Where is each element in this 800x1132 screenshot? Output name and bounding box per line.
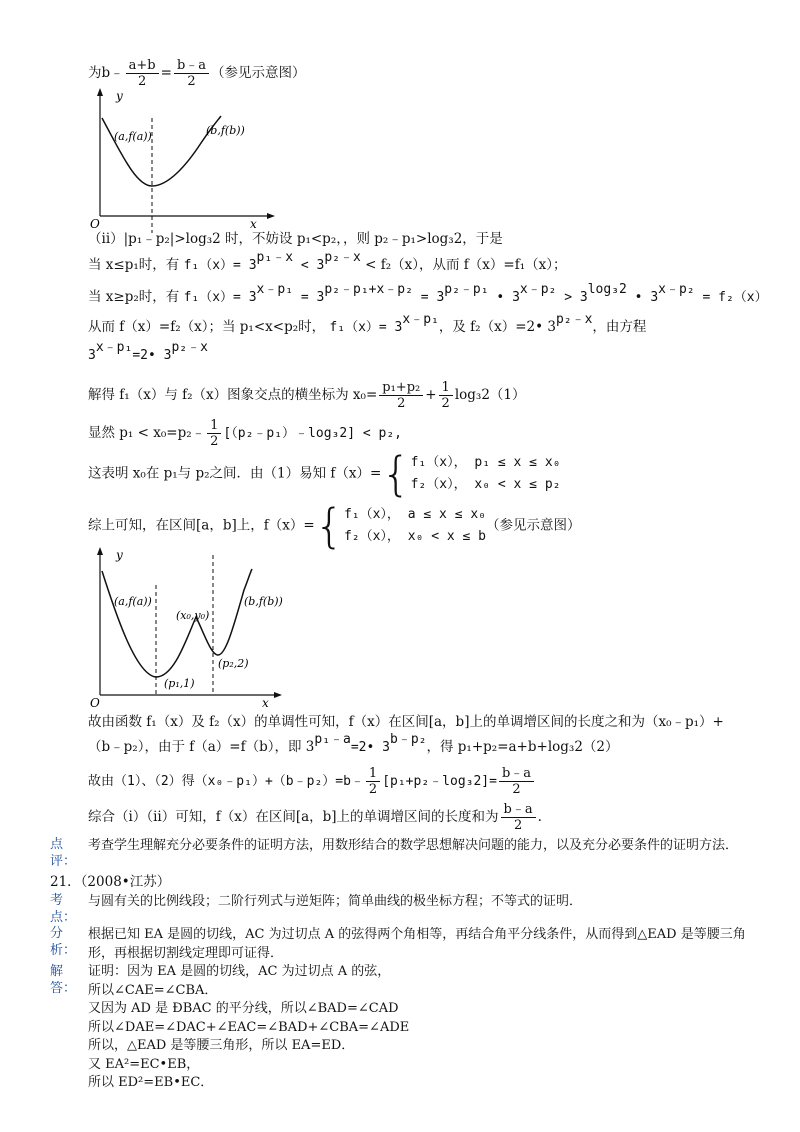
graph-2 xyxy=(86,545,286,710)
y-axis-label: y xyxy=(116,548,123,562)
line-5: 从而 f（x）=f₂（x）；当 p₁<x<p₂时， $f_1(x)= 3^{x﹣p_1}$，及 f₂（x）=2• $3^{p_2﹣x}$，由方程 xyxy=(88,312,647,335)
topic-label: 考点： xyxy=(50,893,77,925)
piecewise-cases: f₁（x）， a ≤ x ≤ x₀ f₂（x）， x₀ < x ≤ b xyxy=(343,507,487,544)
answer-line: 所以∠CAE=∠CBA． xyxy=(88,982,218,998)
answer-line: 所以 ED²=EB•EC． xyxy=(88,1075,214,1090)
point-a-label: (a,f(a)) xyxy=(114,595,152,608)
line-4: 当 x≥p₂时，有 $f_1(x)= 3^{x﹣p_1} = 3^{p_2﹣p_1+x﹣p_2} = 3^{p_2﹣p_1}$ • $3^{x﹣p_2} > 3^{log_32}$ • $3^{x﹣p_2} = f_2(x)$ xyxy=(88,282,768,305)
answer-label: 解答： xyxy=(50,964,77,996)
question-21-title: 21．（2008•江苏） xyxy=(50,874,171,890)
fraction: $\frac{b﹣a}{2}$ xyxy=(174,58,209,89)
y-axis-label: y xyxy=(116,89,123,103)
comment-text: 考查学生理解充分必要条件的证明方法，用数形结合的数学思想解决问题的能力，以及充分必要条件的证明方法． xyxy=(88,838,739,853)
origin-label: O xyxy=(90,696,100,710)
answer-line: 又因为 AD 是 ÐBAC 的平分线，所以∠BAD=∠CAD xyxy=(88,1001,399,1016)
line-14: 综合（i）（ii）可知，f（x）在区间[a，b]上的单调增区间的长度和为 $\frac{b﹣a}{2}$ . xyxy=(88,802,542,833)
line-11: 故由函数 f₁（x）及 f₂（x）的单调性可知，f（x）在区间[a，b]上的单调增区间的长度之和为（x₀﹣p₁）+ xyxy=(88,714,724,730)
origin-label: O xyxy=(90,217,100,231)
line-6: $3^{x﹣p_1}=2•$ $3^{p_2﹣x}$ xyxy=(88,340,208,363)
answer-body xyxy=(88,963,768,1093)
line-10: 综上可知，在区间[a，b]上，f（x）={ f₁（x）， a ≤ x ≤ x₀ f₂（x）， x₀ < x ≤ b （参见示意图） xyxy=(88,499,581,553)
point-x0-label: (x₀,y₀) xyxy=(176,609,210,622)
answer-line: 所以∠DAE=∠DAC+∠EAC=∠BAD+∠CBA=∠ADE xyxy=(88,1019,410,1035)
analysis-text: 根据已知 EA 是圆的切线，AC 为过切点 A 的弦得两个角相等，再结合角平分线条件，从而得到△EAD 是等腰三角形，再根据切割线定理即可证得． xyxy=(88,927,746,961)
analysis-label: 分析： xyxy=(50,926,77,958)
line-1: 为b﹣ $\frac{a+b}{2}$ = $\frac{b﹣a}{2}$ （参见示意图） xyxy=(88,58,306,89)
line-12: （b﹣p₂），由于 f（a）=f（b），即 $3^{p_1﹣a}=2•$ $3^{b﹣p_2}$，得 p₁+p₂=a+b+log₃2（2） xyxy=(88,732,619,755)
point-p1-label: (p₁,1) xyxy=(164,677,195,690)
line-3: 当 x≤p₁时，有 $f_1(x)= 3^{p_1﹣x} < 3^{p_2﹣x} < f_2(x)$，从而 f（x）=f₁（x）； xyxy=(88,250,567,273)
answer-line: 证明：因为 EA 是圆的切线，AC 为过切点 A 的弦， xyxy=(88,964,391,979)
point-b-label: (b,f(b)) xyxy=(206,124,245,137)
piecewise-cases: f₁（x）， p₁ ≤ x ≤ x₀ f₂（x）， x₀ < x ≤ p₂ xyxy=(410,455,561,492)
line-2: （ii）|p₁﹣p₂|>log₃2 时，不妨设 p₁<p₂，，则 p₂﹣p₁>log₃2，于是 xyxy=(88,231,503,247)
line-13: 故由（1）、（2）得（x₀﹣p₁）+（b﹣p₂）=b﹣ $\frac{1}{2}$ [p₁+p₂﹣log₃2]= $\frac{b﹣a}{2}$ xyxy=(88,766,536,797)
line-9: 这表明 x₀在 p₁与 p₂之间．由（1）易知 f（x）={ f₁（x）， p₁ ≤ x ≤ x₀ f₂（x）， x₀ < x ≤ p₂ xyxy=(88,447,561,501)
fraction: $\frac{a+b}{2}$ xyxy=(126,58,159,89)
point-p2-label: (p₂,2) xyxy=(218,657,249,670)
line-8: 显然 p₁ < x₀=p₂﹣ $\frac{1}{2}$ [（p₂﹣p₁）﹣log₃2] < p₂, xyxy=(88,418,402,449)
point-a-label: (a,f(a)) xyxy=(114,130,152,143)
graph-1 xyxy=(86,88,276,233)
x-axis-label: x xyxy=(262,696,269,710)
answer-line: 所以，△EAD 是等腰三角形，所以 EA=ED． xyxy=(88,1038,355,1053)
answer-line: 又 EA²=EC•EB， xyxy=(88,1056,200,1072)
comment-label: 点评： xyxy=(50,837,77,869)
point-b-label: (b,f(b)) xyxy=(244,595,283,608)
line-7: 解得 f₁（x）与 f₂（x）图象交点的横坐标为 x₀= $\frac{\text{p₁+p₂}}{2}$ + $\frac{1}{2}$ log₃2（1） xyxy=(88,380,526,411)
topic-text: 与圆有关的比例线段；二阶行列式与逆矩阵；简单曲线的极坐标方程；不等式的证明． xyxy=(88,894,583,909)
x-axis-label: x xyxy=(250,217,257,231)
